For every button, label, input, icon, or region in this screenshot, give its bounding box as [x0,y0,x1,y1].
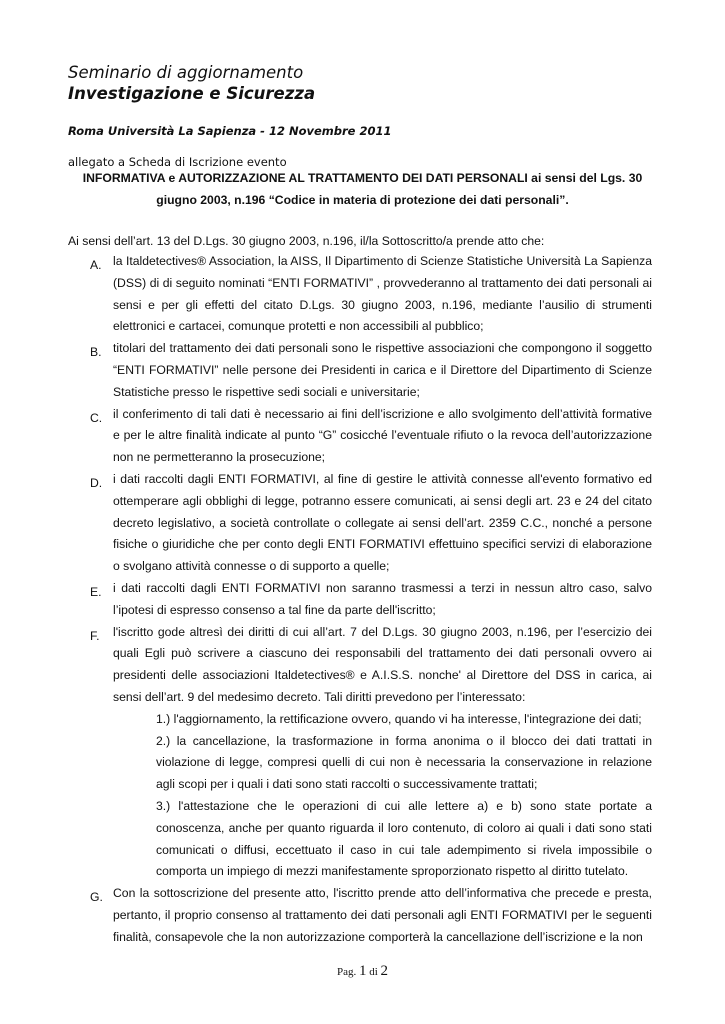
clause-c [68,404,652,469]
seminar-title: Seminario di aggiornamento [68,63,304,82]
intro-paragraph: Ai sensi dell’art. 13 del D.Lgs. 30 giugno 2003, n.196, il/la Sottoscritto/a prende atto che: [68,234,545,248]
page-separator: di [369,966,378,978]
page-number: 1 [358,963,367,979]
clause-text: Con la sottoscrizione del presente atto, l'iscritto prende atto dell’informativa che precede e presta, pertanto, il proprio consenso al trattamento dei dati personali agli ENTI FORMATIVI per le seguenti finalità, consapevole che la non autorizzazione comporterà la cancellazione dell’iscrizione e la non [113,886,652,944]
clause-d [68,469,652,578]
clause-g [68,883,652,948]
clause-text: l'iscritto gode altresì dei diritti di cui all’art. 7 del D.Lgs. 30 giugno 2003, n.196, per l’esercizio dei quali Egli può scrivere a ciascuno dei responsabili del trattamento dei dati personali ovvero ai presidenti delle associazioni Italdetectives® e A.I.S.S. nonche' al Direttore del DSS in carica, ai sensi dell’art. 9 del medesimo decreto. Tali diritti prevedono per l’interessato: [113,624,652,704]
clauses-list [68,251,652,949]
document-title-line-1: INFORMATIVA e AUTORIZZAZIONE AL TRATTAMENTO DEI DATI PERSONALI ai sensi del Lgs. 30 [82,171,643,185]
clause-letter: A. [90,258,102,272]
right-2: 2.) la cancellazione, la trasformazione in forma anonima o il blocco dei dati trattati in violazione di legge, compresi quelli di cui non è necessaria la conservazione in relazione agli scopi per i quali i dati sono stati raccolti o successivamente trattati; [156,733,652,792]
right-1: 1.) l'aggiornamento, la rettificazione ovvero, quando vi ha interesse, l'integrazione dei dati; [156,711,642,726]
clause-letter: B. [90,345,102,360]
clause-letter: F. [90,628,100,643]
clause-b [68,338,652,403]
attachment-note: allegato a Scheda di Iscrizione evento [68,155,287,169]
event-location: Roma Università La Sapienza - 12 Novembre 2011 [68,124,392,138]
clause-a [68,251,652,338]
clause-letter: D. [90,475,103,490]
clause-text: il conferimento di tali dati è necessario ai fini dell’iscrizione e allo svolgimento dell’attività formative e per le altre finalità indicate al punto “G” cosicché l’eventuale rifiuto o la revoca dell’autorizzazione non ne permetteranno la prosecuzione; [113,406,652,465]
page-label: Pag. [336,966,357,978]
page-footer [0,963,725,980]
clause-letter: C. [90,410,103,425]
page-total: 2 [380,963,389,979]
clause-f [68,622,652,709]
clause-text: i dati raccolti dagli ENTI FORMATIVI, al fine di gestire le attività connesse all'evento formativo ed ottemperare agli obblighi di legge, potranno essere comunicati, ai sensi degli art. 23 e 24 del citato decreto legislativo, a società controllate o collegate ai sensi dell’art. 2359 C.C., nonché a persone fisiche o giuridiche che per conto degli ENTI FORMATIVI effettuino specifici servizi di elaborazione o svolgano attività connesse o di supporto a quelle; [113,471,652,574]
seminar-subtitle: Investigazione e Sicurezza [68,84,316,103]
document-title-line-2: giugno 2003, n.196 “Codice in materia di protezione dei dati personali”. [156,193,569,207]
clause-text: titolari del trattamento dei dati personali sono le rispettive associazioni che compongono il soggetto “ENTI FORMATIVI” nelle persone dei Presidenti in carica e il Direttore del Dipartimento di Scienze Statistiche presso le rispettive sedi sociali e universitarie; [113,341,652,399]
right-3: 3.) l'attestazione che le operazioni di cui alle lettere a) e b) sono state portate a conoscenza, anche per quanto riguarda il loro contenuto, di coloro ai quali i dati sono stati comunicati o diffusi, eccettuato il caso in cui tale adempimento si rivela impossibile o comporta un impiego di mezzi manifestamente sproporzionato rispetto al diritto tutelato. [156,798,652,879]
clause-letter: G. [90,890,103,905]
clause-text: la Italdetectives® Association, la AISS, Il Dipartimento di Scienze Statistiche Università La Sapienza (DSS) di di seguito nominati “ENTI FORMATIVI” , provvederanno al trattamento dei dati personali ai sensi e per gli effetti del citato D.Lgs. 30 giugno 2003, n.196, mediante l’ausilio di strumenti elettronici e cartacei, comunque protetti e non accessibili al pubblico; [113,254,652,334]
clause-letter: E. [90,584,102,599]
clause-text: i dati raccolti dagli ENTI FORMATIVI non saranno trasmessi a terzi in nessun altro caso, salvo l’ipotesi di espresso consenso a tal fine da parte dell'iscritto; [113,580,652,617]
clause-e [68,578,652,622]
